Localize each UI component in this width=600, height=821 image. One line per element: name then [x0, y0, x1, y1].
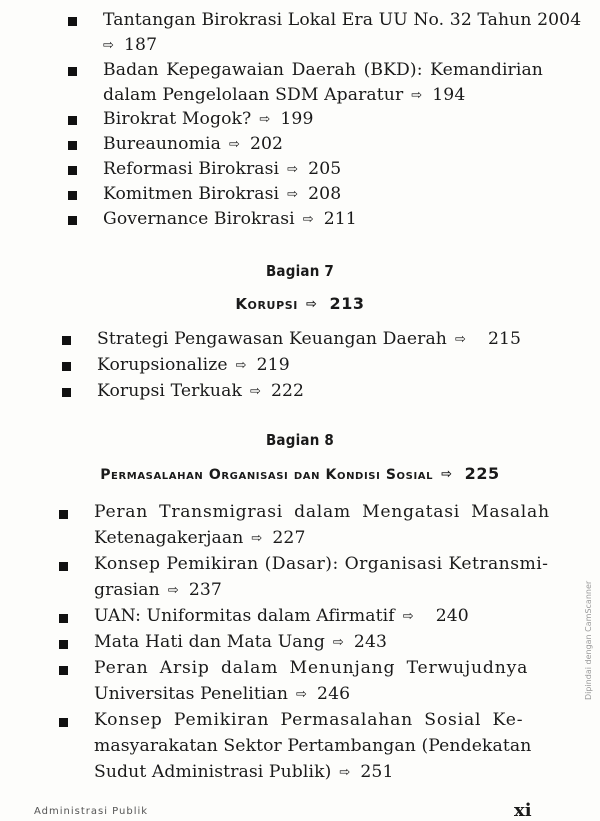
arrow-icon: ⇨ [228, 137, 240, 152]
arrow-icon: ⇨ [287, 162, 299, 177]
arrow-icon: ⇨ [249, 384, 261, 399]
bullet-icon [68, 216, 77, 225]
entry-title-cont: masyarakatan Sektor Pertambangan (Pendekatan [94, 736, 532, 756]
folio: xi [514, 800, 532, 821]
arrow-icon: ⇨ [441, 467, 453, 482]
arrow-icon: ⇨ [296, 687, 308, 702]
page-number: 199 [280, 109, 314, 129]
entry-title: Korupsionalize [97, 355, 228, 375]
bullet-icon [59, 614, 68, 623]
entry-title: Peran Transmigrasi dalam Mengatasi Masalah [94, 502, 550, 522]
bagian-8-label: Bagian 8 [265, 431, 335, 449]
entry-title: Peran Arsip dalam Menunjang Terwujudnya [94, 658, 529, 678]
arrow-icon: ⇨ [167, 583, 179, 598]
entry-title: Korupsi Terkuak [97, 381, 242, 401]
bullet-icon [62, 388, 71, 397]
entry-title-cont: Universitas Penelitian [94, 684, 289, 704]
arrow-icon: ⇨ [259, 112, 271, 127]
entry-title: Bureaunomia [103, 134, 221, 154]
entry-title: Mata Hati dan Mata Uang [94, 632, 325, 652]
entry-title: Konsep Pemikiran (Dasar): Organisasi Ketransmi- [94, 554, 549, 574]
bullet-icon [59, 666, 68, 675]
page-number: 222 [270, 381, 305, 401]
entry-title-cont: Sudut Administrasi Publik) [94, 762, 332, 782]
page-number: 246 [317, 684, 351, 704]
page-number: 225 [464, 464, 500, 483]
entry-title: Tantangan Birokrasi Lokal Era UU No. 32 Tahun 2004 [103, 10, 582, 30]
bullet-icon [68, 67, 77, 76]
page-number: 251 [360, 762, 394, 782]
bullet-icon [62, 336, 71, 345]
page-number: 227 [272, 528, 306, 548]
page-number: 194 [432, 85, 466, 105]
bullet-icon [68, 17, 77, 26]
entry-title: Strategi Pengawasan Keuangan Daerah [97, 329, 447, 349]
arrow-icon: ⇨ [235, 358, 247, 373]
bagian-7-label: Bagian 7 [265, 262, 335, 280]
bullet-icon [59, 510, 68, 519]
bullet-icon [68, 116, 77, 125]
bullet-icon [68, 141, 77, 150]
scanner-watermark: Dipindai dengan CamScanner [584, 580, 593, 700]
arrow-icon: ⇨ [305, 297, 318, 312]
page-number: 202 [249, 134, 284, 154]
page-number: 219 [256, 355, 290, 375]
arrow-icon: ⇨ [411, 88, 423, 103]
entry-title: Komitmen Birokrasi [103, 184, 280, 204]
running-footer: Administrasi Publik [34, 806, 149, 817]
bullet-icon [59, 640, 68, 649]
page-number: 243 [353, 632, 388, 652]
page-number: 205 [308, 159, 342, 179]
arrow-icon: ⇨ [287, 187, 299, 202]
entry-title: Reformasi Birokrasi [103, 159, 280, 179]
entry-title: UAN: Uniformitas dalam Afirmatif [94, 606, 395, 626]
page-number: 215 [487, 329, 522, 349]
bagian-8-title [0, 464, 600, 483]
bullet-icon [68, 191, 77, 200]
page-number: 237 [188, 580, 222, 600]
bullet-icon [59, 562, 68, 571]
page-number: 187 [124, 35, 158, 55]
entry-title: Konsep Pemikiran Permasalahan Sosial Ke- [94, 710, 524, 730]
arrow-icon: ⇨ [454, 332, 466, 347]
entry-title-cont: Ketenagakerjaan [94, 528, 244, 548]
bullet-icon [62, 362, 71, 371]
bullet-icon [68, 166, 77, 175]
arrow-icon: ⇨ [402, 609, 414, 624]
page-number: 208 [308, 184, 342, 204]
page-number: 213 [329, 294, 365, 313]
page-number: 211 [323, 209, 357, 229]
page-number: 240 [435, 606, 469, 626]
bullet-icon [59, 718, 68, 727]
entry-title: Badan Kepegawaian Daerah (BKD): Kemandirian [103, 60, 543, 80]
entry-title: Governance Birokrasi [103, 209, 295, 229]
arrow-icon: ⇨ [103, 38, 114, 53]
arrow-icon: ⇨ [339, 765, 351, 780]
section-title-text: Korupsi [235, 295, 298, 313]
entry-title-cont: dalam Pengelolaan SDM Aparatur [103, 85, 404, 105]
arrow-icon: ⇨ [251, 531, 263, 546]
bagian-7-title [0, 294, 600, 313]
entry-title-cont: grasian [94, 580, 160, 600]
arrow-icon: ⇨ [302, 212, 314, 227]
entry-title: Birokrat Mogok? [103, 109, 252, 129]
arrow-icon: ⇨ [332, 635, 344, 650]
section-title-text: Permasalahan Organisasi dan Kondisi Sosial [100, 467, 434, 483]
